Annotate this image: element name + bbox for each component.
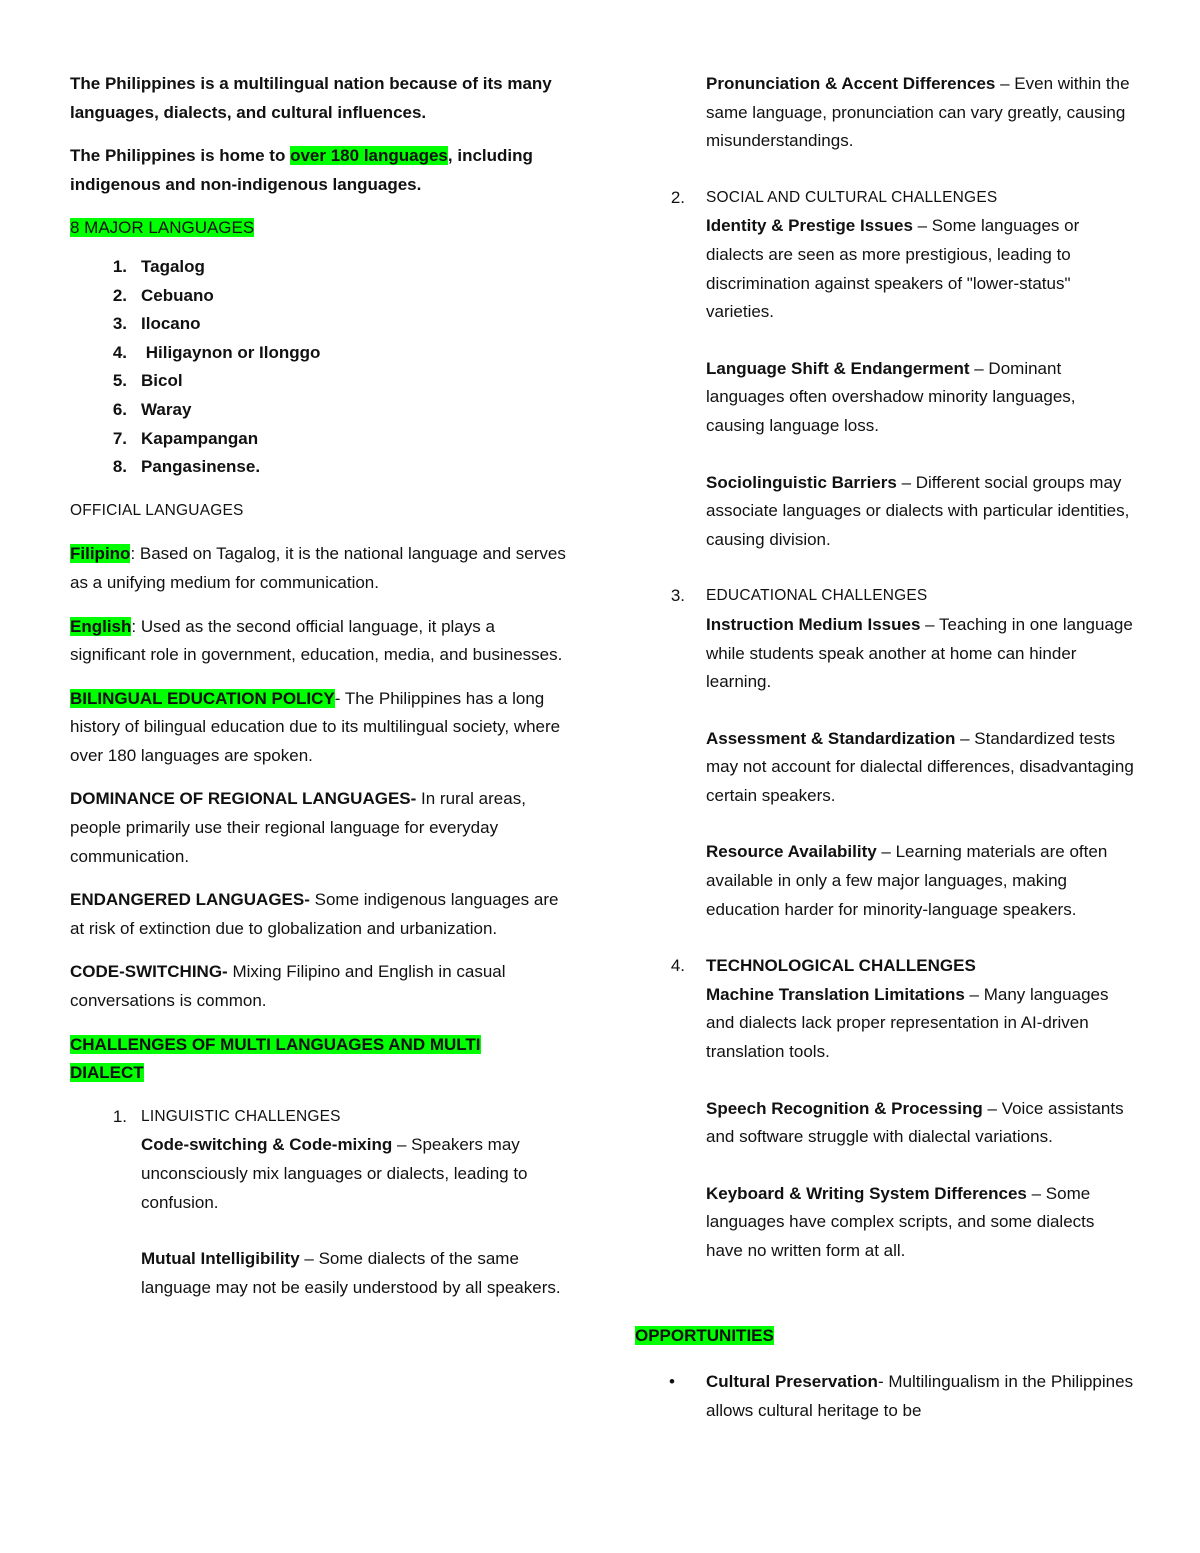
list-label: Tagalog: [141, 256, 205, 276]
english-paragraph: [70, 613, 570, 670]
challenge-item: [706, 838, 1135, 924]
english-term: English: [70, 616, 132, 636]
list-number: 1.: [112, 1106, 127, 1126]
challenge-term: Language Shift & Endangerment: [706, 358, 970, 378]
challenge-item: [706, 725, 1135, 811]
list-number: 2.: [112, 285, 127, 305]
list-item: [70, 396, 570, 425]
bullet-icon: •: [669, 1372, 675, 1392]
list-number: 4.: [112, 342, 127, 362]
list-number: 3.: [670, 586, 685, 606]
challenge-term: Resource Availability: [706, 842, 877, 862]
challenge-text: – Some languages or dialects are seen as more prestigious, leading to discrimination against speakers of "lower-status" varieties.: [706, 216, 1080, 322]
challenge-text: – Even within the same language, pronunciation can vary greatly, causing misunderstandings.: [706, 74, 1130, 151]
challenge-term: Instruction Medium Issues: [706, 614, 921, 634]
bilingual-text: - The Philippines has a long history of bilingual education due to its multilingual society, where over 180 languages are spoken.: [70, 688, 561, 765]
challenge-text: – Standardized tests may not account for dialectal differences, disadvantaging certain speakers.: [706, 728, 1134, 805]
list-number: 1.: [112, 256, 127, 276]
intro-paragraph: The Philippines is a multilingual nation because of its many languages, dialects, and cultural influences.: [70, 74, 552, 122]
endangered-text: Some indigenous languages are at risk of extinction due to globalization and urbanization.: [70, 890, 559, 938]
list-number: 3.: [112, 314, 127, 334]
challenge-term: Identity & Prestige Issues: [706, 216, 913, 236]
list-number: 6.: [112, 399, 127, 419]
list-label: Bicol: [141, 371, 183, 391]
challenge-item: [706, 212, 1135, 326]
challenge-text: – Speakers may unconsciously mix languages or dialects, leading to confusion.: [141, 1135, 528, 1212]
codeswitch-text: Mixing Filipino and English in casual conversations is common.: [70, 962, 506, 1011]
technological-challenges-title: TECHNOLOGICAL CHALLENGES: [706, 956, 976, 976]
opportunity-text: - Multilingualism in the Philippines allows cultural heritage to be: [706, 1372, 1134, 1420]
challenges-heading: [70, 1031, 570, 1088]
endangered-paragraph: [70, 886, 570, 943]
list-item: [70, 367, 570, 396]
opportunities-heading: OPPORTUNITIES: [635, 1325, 774, 1345]
list-item: [70, 339, 570, 368]
challenge-term: Pronunciation & Accent Differences: [706, 74, 996, 93]
educational-challenges-title: EDUCATIONAL CHALLENGES: [706, 587, 928, 605]
english-text: : Used as the second official language, it plays a significant role in government, education, media, and businesses.: [70, 616, 563, 665]
official-languages-heading: OFFICIAL LANGUAGES: [70, 501, 244, 519]
educational-challenges: [665, 582, 1135, 924]
filipino-text: : Based on Tagalog, it is the national language and serves as a unifying medium for communication.: [70, 544, 566, 592]
challenge-item: [706, 1095, 1135, 1152]
list-number: 4.: [670, 956, 685, 976]
social-challenges-title: SOCIAL AND CULTURAL CHALLENGES: [706, 188, 998, 206]
opportunity-paragraph: [706, 1368, 1135, 1425]
codeswitch-term: CODE-SWITCHING-: [70, 962, 228, 982]
challenge-text: – Learning materials are often available in only a few major languages, making education harder for minority-language speakers.: [706, 842, 1108, 919]
challenge-term: Machine Translation Limitations: [706, 984, 965, 1004]
list-item: [70, 425, 570, 454]
opportunities-heading-wrap: [635, 1322, 1135, 1351]
opportunity-term: Cultural Preservation: [706, 1372, 878, 1392]
challenge-item: [141, 1245, 570, 1302]
intro-languages-text: The Philippines is home to: [70, 146, 291, 166]
challenges-heading-line2: DIALECT: [70, 1063, 144, 1083]
dominance-text: In rural areas, people primarily use their regional language for everyday communication.: [70, 789, 526, 866]
challenge-item: [706, 1180, 1135, 1266]
challenge-item: [141, 1131, 570, 1217]
linguistic-challenges-continued: [665, 70, 1135, 156]
list-label: Pangasinense.: [141, 457, 261, 477]
major-languages-heading-wrap: [70, 214, 570, 243]
challenge-term: Assessment & Standardization: [706, 728, 956, 748]
challenge-term: Keyboard & Writing System Differences: [706, 1183, 1027, 1203]
intro-languages-paragraph: [70, 142, 570, 199]
technological-challenges: [665, 952, 1135, 1265]
challenge-item: [706, 70, 1135, 156]
challenge-term: Mutual Intelligibility: [141, 1249, 300, 1269]
list-item: [70, 310, 570, 339]
list-label: Waray: [141, 399, 192, 419]
list-label: Cebuano: [141, 285, 214, 305]
challenge-text: – Some dialects of the same language may not be easily understood by all speakers.: [141, 1249, 561, 1297]
endangered-term: ENDANGERED LANGUAGES-: [70, 890, 310, 910]
list-number: 2.: [670, 187, 685, 207]
major-languages-heading: 8 MAJOR LANGUAGES: [70, 218, 255, 238]
list-item: [70, 253, 570, 282]
challenge-term: Sociolinguistic Barriers: [706, 472, 897, 492]
dominance-paragraph: [70, 785, 570, 871]
filipino-paragraph: [70, 540, 570, 597]
challenge-item: [706, 355, 1135, 441]
intro-languages-text-end: , including indigenous and non-indigenous languages.: [70, 146, 533, 194]
list-label: Kapampangan: [141, 428, 259, 448]
bilingual-paragraph: [70, 685, 570, 771]
challenge-text: – Dominant languages often overshadow minority languages, causing language loss.: [706, 358, 1076, 435]
left-column: [70, 70, 570, 1302]
challenge-text: – Teaching in one language while students speak another at home can hinder learning.: [706, 614, 1133, 692]
linguistic-challenges: [70, 1103, 570, 1303]
challenge-text: – Many languages and dialects lack proper representation in AI-driven translation tools.: [706, 984, 1109, 1062]
challenge-term: Code-switching & Code-mixing: [141, 1135, 393, 1155]
codeswitch-paragraph: [70, 958, 570, 1015]
list-label: Ilocano: [141, 314, 201, 334]
social-challenges: [665, 184, 1135, 555]
challenge-text: – Different social groups may associate languages or dialects with particular identities, causing division.: [706, 472, 1130, 549]
list-item: [70, 282, 570, 311]
major-languages-list: [70, 253, 570, 482]
highlight-180-languages: over 180 languages: [290, 146, 448, 166]
linguistic-challenges-title: LINGUISTIC CHALLENGES: [141, 1107, 341, 1125]
list-number: 8.: [112, 457, 127, 477]
challenge-item: [706, 611, 1135, 697]
challenges-heading-line1: CHALLENGES OF MULTI LANGUAGES AND MULTI: [70, 1034, 481, 1054]
challenge-term: Speech Recognition & Processing: [706, 1098, 983, 1118]
list-number: 7.: [112, 428, 127, 448]
right-column: [635, 70, 1135, 1425]
opportunity-item: [665, 1368, 1135, 1425]
filipino-term: Filipino: [70, 544, 131, 564]
challenge-item: [706, 469, 1135, 555]
list-number: 5.: [112, 371, 127, 391]
challenge-text: – Voice assistants and software struggle with dialectal variations.: [706, 1098, 1124, 1147]
challenge-text: – Some languages have complex scripts, and some dialects have no written form at all.: [706, 1183, 1095, 1260]
challenge-item: [706, 981, 1135, 1067]
list-item: [70, 453, 570, 482]
bilingual-term: BILINGUAL EDUCATION POLICY: [70, 688, 335, 708]
dominance-term: DOMINANCE OF REGIONAL LANGUAGES-: [70, 789, 417, 809]
list-label: Hiligaynon or Ilonggo: [141, 342, 321, 362]
